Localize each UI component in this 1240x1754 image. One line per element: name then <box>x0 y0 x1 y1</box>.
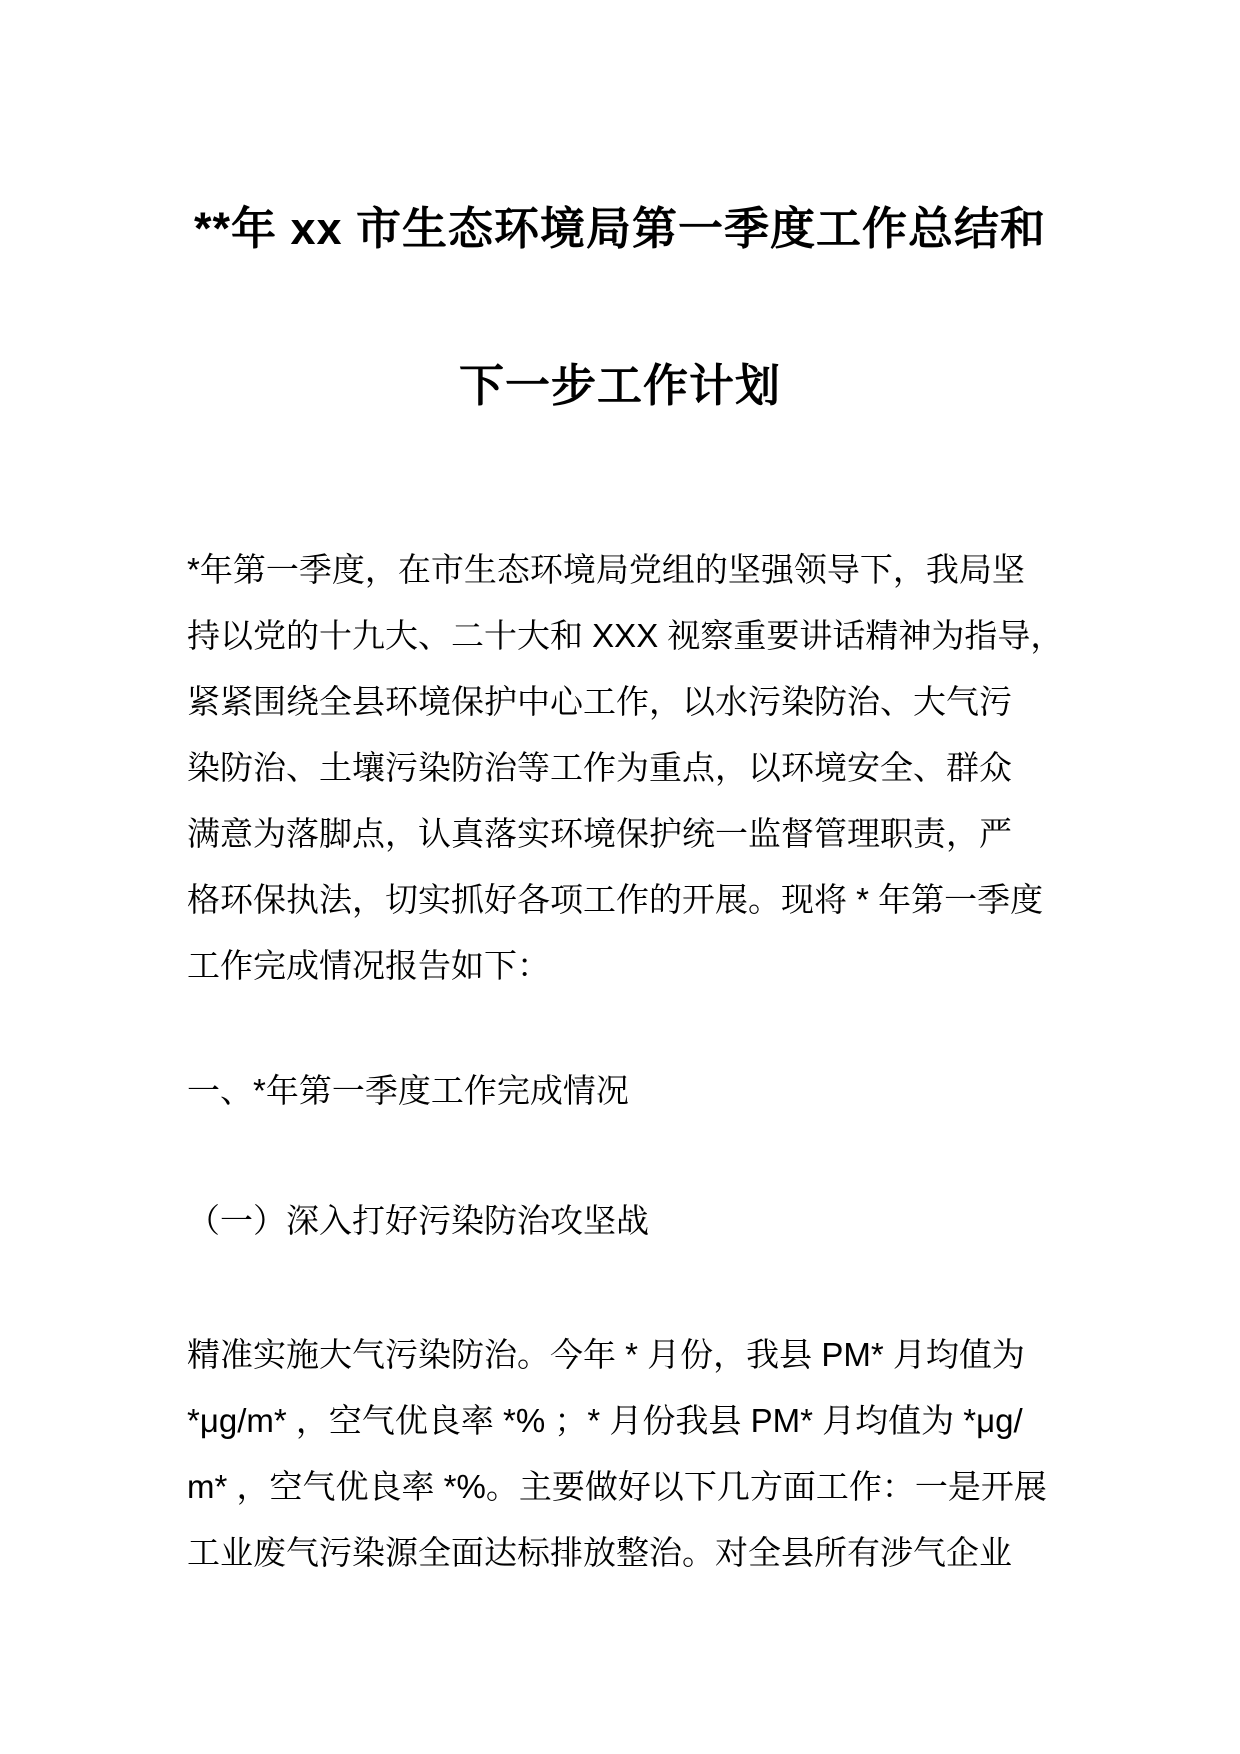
paragraph-line: *年第一季度，在市生态环境局党组的坚强领导下，我局坚 <box>187 551 1025 588</box>
paragraph-line: 染防治、土壤污染防治等工作为重点，以环境安全、群众 <box>187 749 1012 786</box>
heading-line: （一）深入打好污染防治攻坚战 <box>187 1202 649 1239</box>
intro-paragraph <box>187 537 1064 999</box>
paragraph-line: 工业废气污染源全面达标排放整治。对全县所有涉气企业 <box>187 1534 1012 1571</box>
paragraph-line: *μg/m* ，空气优良率 *% ；* 月份我县 PM* 月均值为 *μg/ <box>187 1402 1023 1439</box>
section-heading-1 <box>187 1058 1053 1124</box>
title-line-1: **年 xx 市生态环境局第一季度工作总结和 <box>193 203 1047 254</box>
subsection-heading-1 <box>187 1188 1053 1254</box>
heading-line: 一、*年第一季度工作完成情况 <box>187 1072 629 1109</box>
paragraph-line: m* ，空气优良率 *%。主要做好以下几方面工作：一是开展 <box>187 1468 1047 1505</box>
paragraph-line: 精准实施大气污染防治。今年 * 月份，我县 PM* 月均值为 <box>187 1336 1025 1373</box>
paragraph-line: 工作完成情况报告如下： <box>187 947 550 984</box>
paragraph-line: 紧紧围绕全县环境保护中心工作，以水污染防治、大气污 <box>187 683 1012 720</box>
air-pollution-paragraph <box>187 1322 1053 1586</box>
document-title <box>187 150 1053 464</box>
paragraph-line: 满意为落脚点，认真落实环境保护统一监督管理职责，严 <box>187 815 1012 852</box>
paragraph-line: 格环保执法，切实抓好各项工作的开展。现将 * 年第一季度 <box>187 881 1044 918</box>
paragraph-line: 持以党的十九大、二十大和 XXX 视察重要讲话精神为指导， <box>187 617 1064 654</box>
title-line-2: 下一步工作计划 <box>458 360 781 411</box>
